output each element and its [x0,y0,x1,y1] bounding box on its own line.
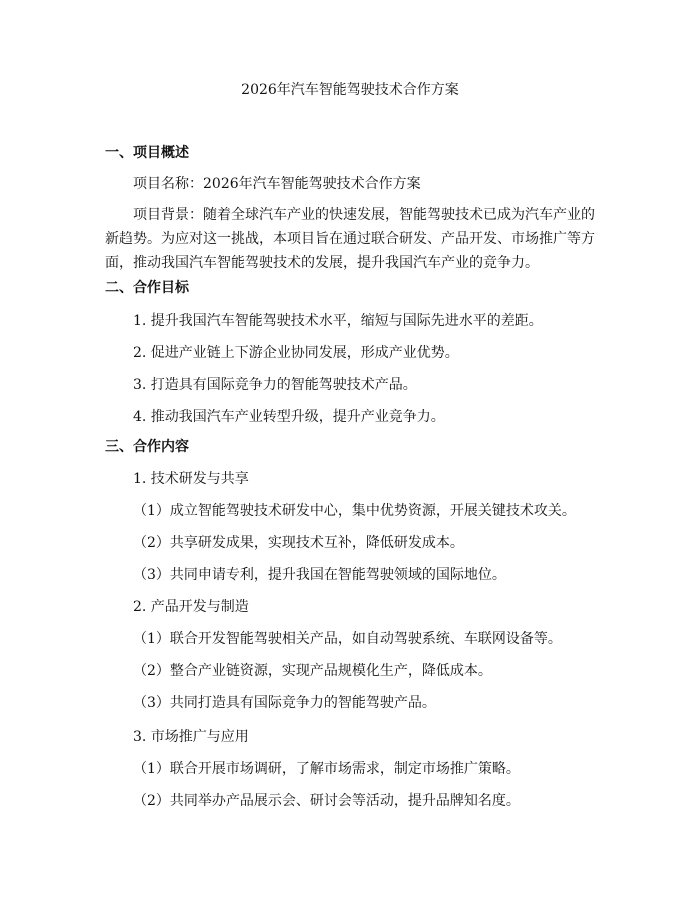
content-item: （1）成立智能驾驶技术研发中心，集中优势资源，开展关键技术攻关。 [133,503,576,519]
content-item: （1）联合开发智能驾驶相关产品，如自动驾驶系统、车联网设备等。 [133,631,562,647]
content-item: （2）共同举办产品展示会、研讨会等活动，提升品牌知名度。 [133,793,520,809]
goal-item: 2. 促进产业链上下游企业协同发展，形成产业优势。 [133,345,459,361]
project-background-paragraph: 项目背景：随着全球汽车产业的快速发展，智能驾驶技术已成为汽车产业的新趋势。为应对这一挑战，本项目旨在通过联合研发、产品开发、市场推广等方面，推动我国汽车智能驾驶技术的发展，提升我国汽车产业的竞争力。 [105,207,595,271]
content-item: （2）整合产业链资源，实现产品规模化生产，降低成本。 [133,663,492,679]
subsection-title-market: 3. 市场推广与应用 [133,729,249,745]
content-item: （3）共同打造具有国际竞争力的智能驾驶产品。 [133,695,436,711]
subsection-title-product: 2. 产品开发与制造 [133,599,249,615]
goal-item: 1. 提升我国汽车智能驾驶技术水平，缩短与国际先进水平的差距。 [133,313,543,329]
section-heading-content: 三、合作内容 [105,439,189,455]
goal-item: 3. 打造具有国际竞争力的智能驾驶技术产品。 [133,377,417,393]
project-name-line: 项目名称：2026年汽车智能驾驶技术合作方案 [133,176,421,192]
content-item: （2）共享研发成果，实现技术互补，降低研发成本。 [133,535,464,551]
document-title: 2026年汽车智能驾驶技术合作方案 [241,82,459,98]
content-item: （1）联合开展市场调研，了解市场需求，制定市场推广策略。 [133,761,520,777]
content-item: （3）共同申请专利，提升我国在智能驾驶领域的国际地位。 [133,567,506,583]
section-heading-goals: 二、合作目标 [105,280,189,296]
goal-item: 4. 推动我国汽车产业转型升级，提升产业竞争力。 [133,409,445,425]
subsection-title-rnd: 1. 技术研发与共享 [133,471,249,487]
section-heading-overview: 一、项目概述 [105,145,189,161]
